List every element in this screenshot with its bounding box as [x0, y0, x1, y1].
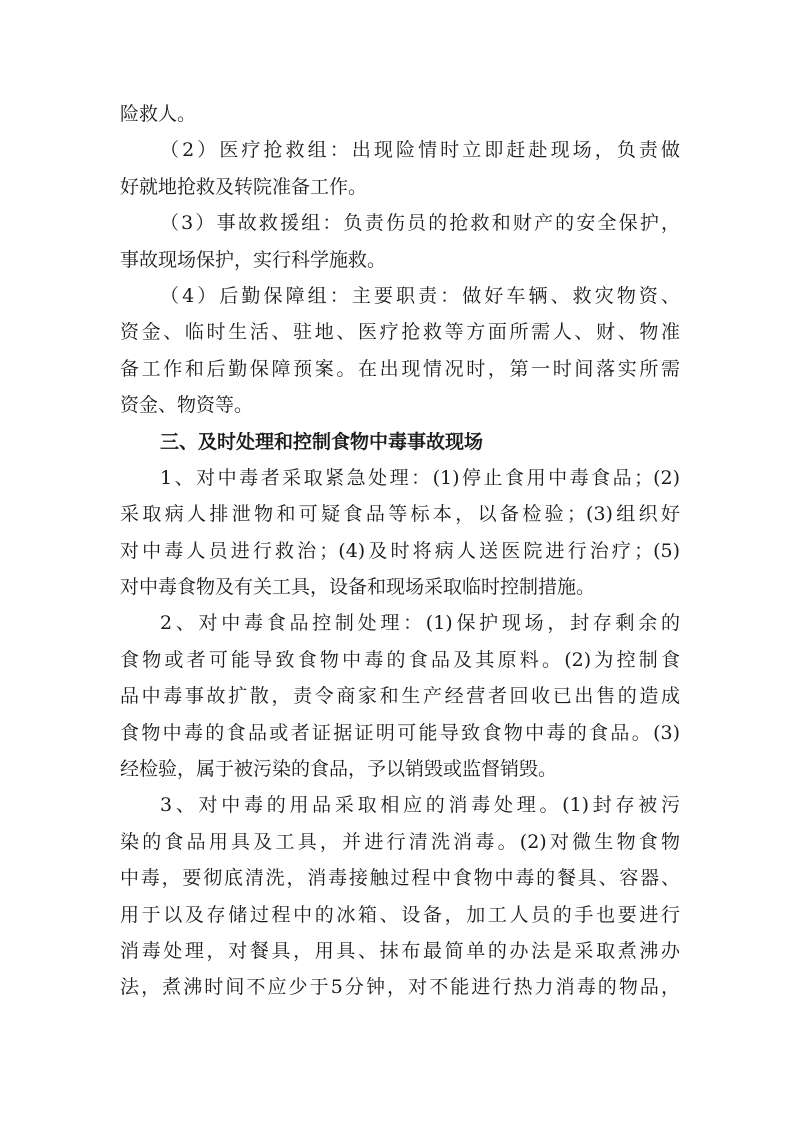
- document-page: [120, 96, 680, 1006]
- text-line: 事故现场保护，实行科学施救。: [120, 248, 387, 271]
- text-line: 用于以及存储过程中的冰箱、设备，加工人员的手也要进行: [120, 903, 680, 926]
- text-line: 对中毒人员进行救治；(4)及时将病人送医院进行治疗；(5): [120, 539, 680, 562]
- paragraph-disinfection: [120, 787, 680, 1005]
- text-line: （2）医疗抢救组：出现险情时立即赶赴现场，负责做: [160, 139, 680, 162]
- paragraph-logistics-team: [120, 278, 680, 424]
- text-line: 资金、临时生活、驻地、医疗抢救等方面所需人、财、物准: [120, 321, 680, 344]
- text-line: 品中毒事故扩散，责令商家和生产经营者回收已出售的造成: [120, 685, 680, 708]
- text-line: 3、对中毒的用品采取相应的消毒处理。(1)封存被污: [160, 794, 680, 817]
- text-line: 食物或者可能导致食物中毒的食品及其原料。(2)为控制食: [120, 648, 680, 671]
- text-line: 采取病人排泄物和可疑食品等标本，以备检验；(3)组织好: [120, 503, 680, 526]
- paragraph-medical-team: [120, 132, 680, 205]
- text-line: 经检验，属于被污染的食品，予以销毁或监督销毁。: [120, 758, 558, 781]
- paragraph-continuation: [120, 96, 680, 132]
- text-line: 染的食品用具及工具，并进行清洗消毒。(2)对微生物食物: [120, 830, 680, 853]
- text-line: 资金、物资等。: [120, 394, 254, 417]
- section-heading: [120, 424, 680, 460]
- section-title: 三、及时处理和控制食物中毒事故现场: [160, 430, 484, 453]
- text-line: 备工作和后勤保障预案。在出现情况时，第一时间落实所需: [120, 357, 680, 380]
- paragraph-rescue-team: [120, 205, 680, 278]
- text-line: （3）事故救援组：负责伤员的抢救和财产的安全保护，: [160, 212, 680, 235]
- text-line: 险救人。: [120, 103, 197, 125]
- paragraph-emergency-handling: [120, 460, 680, 606]
- text-line: （4）后勤保障组：主要职责：做好车辆、救灾物资、: [160, 284, 680, 307]
- text-line: 1、对中毒者采取紧急处理：(1)停止食用中毒食品；(2): [160, 466, 680, 489]
- text-line: 2、对中毒食品控制处理：(1)保护现场，封存剩余的: [160, 612, 680, 635]
- paragraph-food-control: [120, 605, 680, 787]
- text-line: 对中毒食物及有关工具，设备和现场采取临时控制措施。: [120, 576, 596, 599]
- text-line: 好就地抢救及转院准备工作。: [120, 175, 368, 198]
- text-line: 中毒，要彻底清洗，消毒接触过程中食物中毒的餐具、容器、: [120, 867, 680, 890]
- text-line: 食物中毒的食品或者证据证明可能导致食物中毒的食品。(3): [120, 721, 680, 744]
- text-line: 消毒处理，对餐具，用具、抹布最简单的办法是采取煮沸办: [120, 939, 680, 962]
- text-line: 法，煮沸时间不应少于5分钟，对不能进行热力消毒的物品，: [120, 976, 680, 999]
